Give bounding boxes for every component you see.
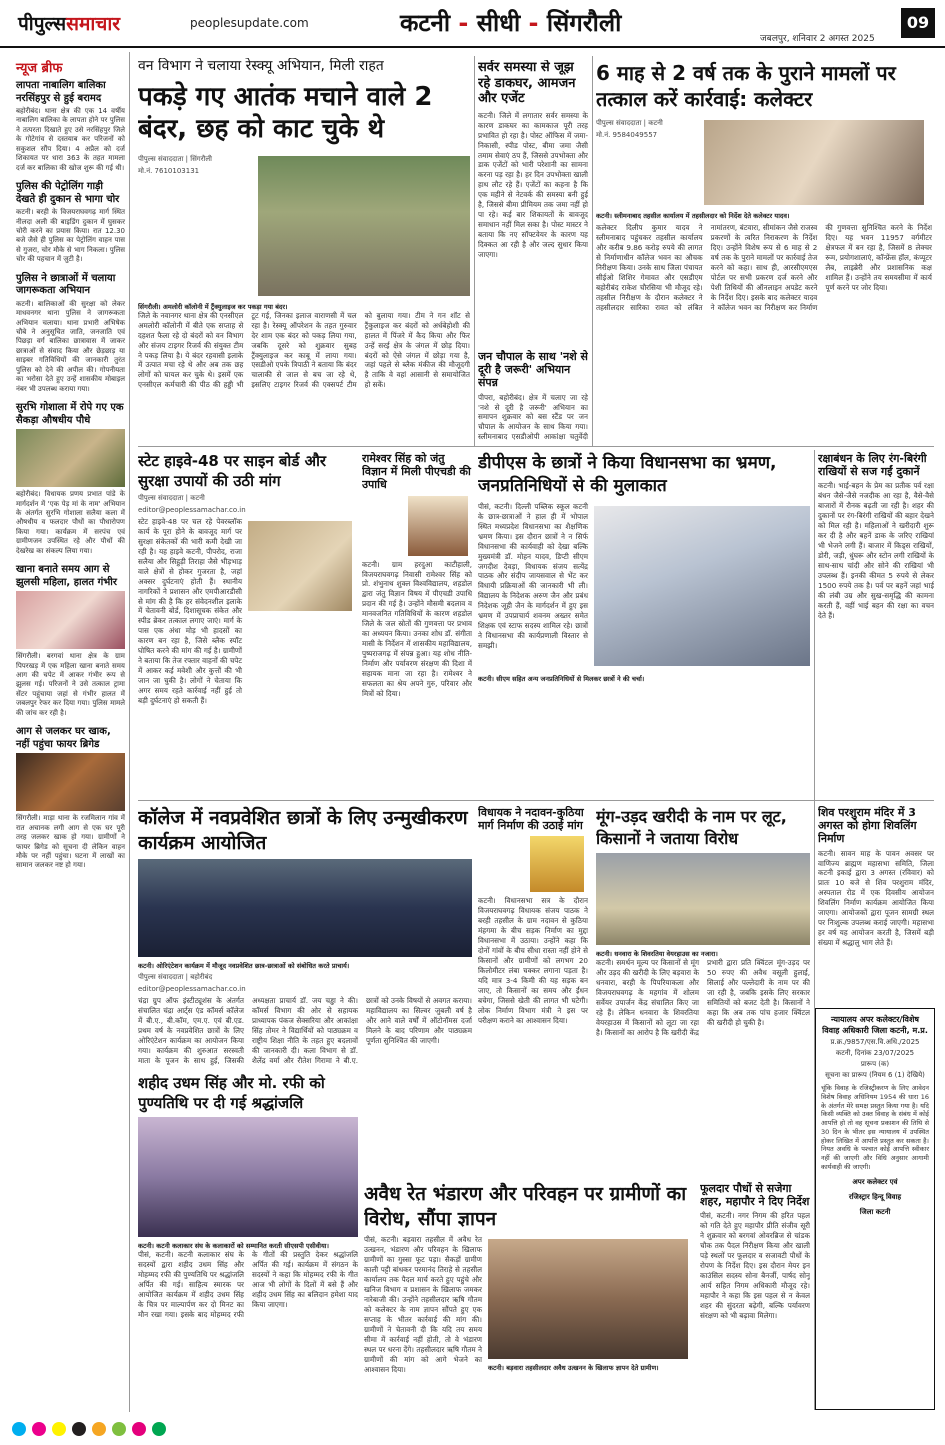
story-text: स्टेट हाइवे-48 पर चल रहे पेवरब्लॉक कार्य के पूरा होने के बावजूद मार्ग पर सुरक्षा संकेतकों की भारी कमी देखी जा रही है। यह हाइवे कटनी, पीपरोद, राजा सलैया और सिहुड़ी तिराहा जैसे भीड़भाड़ वाले क्षेत्रों से होकर गुजरता है, जहां अक्सर दुर्घटनाएं होती हैं। स्थानीय नागरिकों ने प्रशासन और एमपीआरडीसी से मांग की है कि हर संवेदनशील इलाके में चेतावनी बोर्ड, दिशासूचक संकेत और स्पीड ब्रेकर तत्काल लगाए जाएं। मार्ग के पास एक अंधा मोड़ भी हादसों का कारण बन रहा है, जिसे ब्लैक स्पॉट घोषित करने की मांग की गई है। ग्रामीणों ने बताया कि तेज रफ्तार वाहनों की चपेट में आकर कई मवेशी और कुत्तों की भी जान जा चुकी है। लोगों ने चेताया कि अगर समय रहते कार्रवाई नहीं हुई तो बड़ी दुर्घटनाएं हो सकती हैं। [138,517,242,705]
story-caption: कटनी। ओरिएंटेशन कार्यक्रम में मौजूद नवप्रवेशित छात्र-छात्राओं को संबोधित करते प्राचार्य। [138,962,350,971]
story-moong[interactable] [596,806,810,1176]
edition-katni: कटनी [400,9,451,37]
story-orientation[interactable] [138,806,472,1068]
brief-headline: सुरभि गोशाला में रोपे गए एक सैकड़ा औषधीय पौधे [16,402,124,426]
story-headline: डीपीएस के छात्रों ने किया विधानसभा का भ्रमण, जनप्रतिनिधियों से की मुलाकात [478,453,777,496]
newspaper-logo[interactable] [18,10,120,36]
brief-text: बहोरीबंद। थाना क्षेत्र की एक 14 वर्षीय नाबालिग बालिका के लापता होने पर पुलिस ने तत्परता दिखाते हुए उसे नरसिंहपुर जिले के गोटेगांव से दस्तयाब कर परिजनों को सकुशल सौंप दिया। 4 अप्रैल को दर्ज शिकायत पर धारा 363 के तहत मामला दर्ज कर बालिका की खोज शुरू की गई थी। [16,107,125,172]
story-photo [488,1239,688,1359]
story-server[interactable] [478,60,588,342]
brief-text: सिंगरौली। माड़ा थाना के रजमिलान गांव में रात अचानक लगी आग से एक घर पूरी तरह जलकर खाक हो गया। ग्रामीणों ने फायर ब्रिगेड को सूचना दी लेकिन वाहन मौके पर नहीं पहुंचा। घटना में लाखों का सामान जलकर नष्ट हो गया। [16,814,125,870]
story-caption: कटनी। सीएम सहित अन्य जनप्रतिनिधियों से मिलकर छात्रों ने की चर्चा। [478,674,645,683]
notice-title: सूचना का प्रारूप (नियम 6 (1) देखिये) [825,1071,925,1079]
story-headline: कॉलेज में नवप्रवेशित छात्रों के लिए उन्मुखीकरण कार्यक्रम आयोजित [138,807,468,854]
website-url[interactable]: peoplesupdate.com [190,16,309,30]
notice-signature-3: जिला कटनी [859,1207,891,1216]
story-email: editor@peoplessamachar.co.in [138,985,246,994]
column-rule [474,56,475,446]
story-photo [258,156,470,296]
page-number: 09 [901,8,935,38]
story-collector[interactable] [596,60,932,442]
story-text: कटनी। ग्राम हरदुआ काटीहाली, विजयराघवगढ़ निवासी रामेश्वर सिंह को प्रो. शंभुनाथ शुक्ल विश्वविद्यालय, शहडोल द्वारा जंतु विज्ञान विषय में पीएचडी उपाधि प्रदान की गई है। उन्होंने मौसमी बदलाव व मानवजनित गतिविधियों के कारण शहडोल जिले के जल स्रोतों की गुणवत्ता पर प्रभाव का अध्ययन किया। उनका शोध डॉ. संगीता मासी के निर्देशन में शासकीय महाविद्यालय, पुष्पराजगढ़ में संपन्न हुआ। यह शोध नीति-निर्माण और पर्यावरण संरक्षण की दिशा में सहायक माना जा रहा है। रामेश्वर ने सफलता का श्रेय अपने गुरु, परिवार और मित्रों को दिया। [362,559,472,698]
story-headline: 6 माह से 2 वर्ष तक के पुराने मामलों पर तत्काल करें कार्रवाई: कलेक्टर [596,61,896,111]
brief-item[interactable] [16,402,125,556]
story-caption: कटनी। स्लीमनाबाद तहसील कार्यालय में तहसीलदार को निर्देश देते कलेक्टर यादव। [596,212,790,220]
brief-text: सिंगरौली। बरगवां थाना क्षेत्र के ग्राम पिपरखड़ में एक महिला खाना बनाते समय आग की चपेट में आकर गंभीर रूप से झुलस गई। परिजनों ने उसे तत्काल ट्रामा सेंटर पहुंचाया जहां से गंभीर हालत में जबलपुर रेफर कर दिया गया। पुलिस मामले की जांच कर रही है। [16,652,125,717]
story-chaupal[interactable] [478,350,588,442]
story-text: कटनी। भाई-बहन के प्रेम का प्रतीक पर्व रक्षा बंधन जैसे-जैसे नजदीक आ रहा है, वैसे-वैसे बाजारों में रौनक बढ़ती जा रही है। शहर की दुकानों पर रंग-बिरंगी राखियों की बहार देखने को मिल रही है। महिलाओं ने खरीदारी शुरू कर दी है और बहनें डाक के जरिए राखियां भी भेजने लगी हैं। बाजार में किड्स राखियों, डोरी, जड़ी, धुंघरू और स्टोन लगी राखियों के साथ-साथ चांदी और सोने की राखियां भी उपलब्ध हैं। इनकी कीमत 5 रुपये से लेकर 1500 रुपये तक है। पर्व पर बहनें जहां भाई की लंबी उम्र और सुख-समृद्धि की कामना करती हैं, वहीं भाई बहन की रक्षा का वचन देते हैं। [818,481,934,620]
story-photo [594,506,810,666]
brief-headline: पुलिस की पेट्रोलिंग गाड़ी देखते ही दुकान से भागा चोर [16,181,120,205]
story-email: editor@peoplessamachar.co.in [138,506,246,514]
column-rule [592,56,593,446]
brief-photo [16,429,125,487]
edition-separator: - [520,9,547,37]
story-highway[interactable] [138,452,356,794]
color-swatch [12,1422,26,1436]
edition-title [400,6,621,39]
story-text: कलेक्टर दिलीप कुमार यादव ने स्लीमनाबाद पहुंचकर तहसील कार्यालय और करीब 9.86 करोड़ रुपये की लागत से निर्माणाधीन कॉलेज भवन का औचक निरीक्षण किया। उनके साथ जिला पंचायत सीईओ शिशिर गेमावत और एसडीएम बहोरीबंद राकेश चौरसिया भी मौजूद रहे। तहसील निरीक्षण के दौरान कलेक्टर ने तहसीलदार सारिका रावत को लंबित नामांतरण, बंटवारा, सीमांकन जैसे राजस्व प्रकरणों के त्वरित निराकरण के निर्देश दिए। उन्होंने विशेष रूप से 6 माह से 2 वर्ष तक के पुराने मामलों पर कार्रवाई तेज करने को कहा। साथ ही, आरसीएमएस पोर्टल पर सभी प्रकरण दर्ज करने और पेशी तिथियों की ऑनलाइन अपडेट करने के निर्देश दिए। इसके बाद कलेक्टर यादव ने कॉलेज भवन का निरीक्षण कर निर्माण की गुणवत्ता सुनिश्चित करने के निर्देश दिए। यह भवन 11957 वर्गमीटर क्षेत्रफल में बन रहा है, जिसमें 8 लेक्चर रूम, प्रयोगशालाएं, कॉन्फ्रेंस हॉल, कंप्यूटर लैब, लाइब्रेरी और प्रशासनिक कक्ष शामिल हैं। उन्होंने तय समयसीमा में कार्य पूर्ण करने पर जोर दिया। [596,223,932,312]
story-shivling[interactable] [818,806,934,1002]
color-swatch [72,1422,86,1436]
notice-signature-2: रजिस्ट्रार हिन्दू विवाह [848,1192,902,1201]
brief-headline: लापता नाबालिग बालिका नरसिंहपुर से हुई बरामद [16,80,106,104]
story-caption: सिंगरौली। अमलोरी कॉलोनी में ट्रैंक्युलाइज कर पकड़ा गया बंदर। [138,302,288,311]
story-headline: स्टेट हाइवे-48 पर साइन बोर्ड और सुरक्षा उपायों की उठी मांग [138,452,327,490]
story-text: कटनी। सावन माह के पावन अवसर पर वाणिज्य ब्राह्मण महासभा समिति, जिला कटनी इकाई द्वारा 3 अगस्त (रविवार) को प्रातः 10 बजे से शिव परशुराम मंदिर, अस्पताल रोड में एक दिवसीय आयोजन शिवलिंग निर्माण कार्यक्रम आयोजित किया जाएगा। आयोजकों द्वारा पूजन सामग्री स्थल पर निःशुल्क उपलब्ध कराई जाएगी। महासभा हर वर्ष यह आयोजन करती है, जिसमें बड़ी संख्या में श्रद्धालु भाग लेते हैं। [818,848,934,947]
story-text: पीसं, कटनी। बड़वारा तहसील में अवैध रेत उत्खनन, भंडारण और परिवहन के खिलाफ ग्रामीणों का गुस्सा फूट पड़ा। सैकड़ों ग्रामीण काली पट्टी बांधकर परमानंद तिराहे से तहसील कार्यालय तक पैदल मार्च करते हुए पहुंचे और खनिज विभाग व प्रशासन के खिलाफ जमकर नारेबाजी की। उन्होंने तहसीलदार ऋषि गौतम को कलेक्टर के नाम ज्ञापन सौंपते हुए एक सप्ताह के भीतर कार्रवाई की मांग की। ग्रामीणों ने चेतावनी दी कि यदि तय समय सीमा में कार्रवाई नहीं होती, तो वे भंडारण स्थल पर धरना देंगे। तहसीलदार ऋषि गौतम ने ग्रामीणों की मांग को आगे भेजने का आश्वासन दिया। [364,1235,482,1374]
story-text: पीसं, कटनी। दिल्ली पब्लिक स्कूल कटनी के छात्र-छात्राओं ने हाल ही में भोपाल स्थित मध्यप्रदेश विधानसभा का शैक्षणिक भ्रमण किया। इस दौरान छात्रों ने न सिर्फ विधानसभा की कार्यवाही को देखा बल्कि मुख्यमंत्री डॉ. मोहन यादव, डिप्टी सीएम जगदीश देवड़ा, विधायक संजय सत्येंद्र पाठक और संदीप जायसवाल से भेंट कर विधायी प्रक्रियाओं की जानकारी भी ली। विद्यालय के निदेशक अरुण जैन और प्रबंध निदेशक जूही जैन के मार्गदर्शन में हुए इस भ्रमण में उपप्राचार्य शवनम अख्तर समेत शिक्षक एवं स्टाफ सदस्य शामिल रहे। छात्रों ने विधानसभा की कार्यप्रणाली विस्तार से समझी। [478,501,588,650]
edition-sidhi: सीधी [476,9,521,37]
story-text: कटनी। विधानसभा सत्र के दौरान विजयराघवगढ़ विधायक संजय पाठक ने बरही तहसील के ग्राम नदावन से कुठिया मंहगमा के बीच सड़क निर्माण का मुद्दा विधानसभा में उठाया। उन्होंने कहा कि दोनों गांवों के बीच सीधा रास्ता नहीं होने से किसानों और ग्रामीणों को लगभग 20 किलोमीटर लंबा चक्कर लगाना पड़ता है। यदि मात्र 3-4 किमी की यह सड़क बन जाए, तो किसानों का समय और ईंधन बचेगा, जिससे खेती की लागत भी घटेगी। लोक निर्माण विभाग मंत्री ने इस पर परीक्षण कराने का आश्वासन दिया। [478,896,588,1025]
story-caption: कटनी। कटनी कलाकार संघ के कलाकारों को सम्मानित करती सीएसपी एसीवीया। [138,1242,329,1250]
story-mobile: मो.नं. 7610103131 [138,166,200,175]
story-headline: मूंग-उड़द खरीदी के नाम पर लूट, किसानों ने जताया विरोध [596,807,787,848]
portrait-photo [408,496,468,556]
notice-signature-1: अपर कलेक्टर एवं [852,1177,898,1186]
brief-headline: पुलिस ने छात्राओं में चलाया जागरूकता अभियान [16,272,116,297]
notice-form: प्रारूप (क) [860,1060,890,1068]
notice-heading: न्यायालय अपर कलेक्टर/विशेष विवाह अधिकारी जिला कटनी, म.प्र. [822,1015,928,1035]
story-caption: कटनी। धनवारा के शिवरतिया वेयरहाउस का नजारा। [596,950,718,959]
masthead [0,0,945,48]
notice-text: चूंकि विवाह के रजिस्ट्रीकरण के लिए आवेदन विशेष विवाह अधिनियम 1954 की धारा 16 के अंतर्गत मेरे समक्ष प्रस्तुत किया गया है। यदि किसी व्यक्ति को उक्त विवाह के संबंध में कोई आपत्ति हो तो वह सूचना प्रकाशन की तिथि से 30 दिन के भीतर इस न्यायालय में उपस्थित होकर लिखित में आपत्ति प्रस्तुत कर सकता है। नियत अवधि के पश्चात कोई आपत्ति स्वीकार नहीं की जाएगी और विधि अनुसार आगामी कार्यवाही की जाएगी। [821,1084,929,1171]
news-brief-heading: न्यूज ब्रीफ [16,61,63,76]
color-swatch [32,1422,46,1436]
notice-date: कटनी, दिनांक 23/07/2025 [835,1049,915,1057]
news-brief-column [12,52,130,1412]
printer-color-bar [12,1421,932,1437]
story-mayor[interactable] [700,1182,810,1410]
story-kicker: वन विभाग ने चलाया रेस्क्यू अभियान, मिली राहत [138,58,384,74]
brief-headline: आग से जलकर घर खाक, नहीं पहुंचा फायर ब्रिगेड [16,726,111,750]
story-udham[interactable] [138,1074,358,1410]
edition-separator: - [450,9,477,37]
story-headline: सर्वर समस्या से जूझ रहे डाकघर, आमजन और एजेंट [478,60,576,107]
brief-text: बहोरीबंद। विधायक प्रणय प्रभात पांडे के मार्गदर्शन में 'एक पेड़ मां के नाम' अभियान के अंतर्गत सुरभि गोशाला सलैया कला में औषधीय व फलदार पौधों का पौधारोपण किया गया। कार्यक्रम में सरपंच एवं ग्रामीणजन उपस्थित रहे और पौधों की देखरेख का संकल्प लिया गया। [16,490,125,555]
story-text: पीसं, कटनी। कटनी कलाकार संघ के सदस्यों द्वारा शहीद उधम सिंह और मोहम्मद रफी की पुण्यतिथि पर श्रद्धांजलि अर्पित की गई। साहित्य स्मारक पर आयोजित कार्यक्रम में शहीद उधम सिंह के चित्र पर माल्यार्पण कर दो मिनट का मौन रखा गया। इसके बाद मोहम्मद रफी के गीतों की प्रस्तुति देकर श्रद्धांजलि अर्पित की गई। कार्यक्रम में संगठन के सदस्यों ने कहा कि मोहम्मद रफी के गीत आज भी लोगों के दिलों में बसे हैं और शहीद उधम सिंह का बलिदान हमेशा याद किया जाएगा। [138,1250,358,1319]
story-photo [138,859,472,957]
edition-singrauli: सिंगरौली [546,9,622,37]
story-text: कटनी। जिले में लगातार सर्वर समस्या के कारण डाकघर का कामकाज पूरी तरह प्रभावित हो रहा है। पोस्ट ऑफिस में जमा-निकासी, स्पीड पोस्ट, बीमा जमा जैसी तमाम सेवाएं ठप हैं, जिससे उपभोक्ता और डाक एजेंटों को भारी परेशानी का सामना करना पड़ रहा है। हर दिन उपभोक्ता खाली हाथ लौट रहे हैं। एजेंटों का कहना है कि एक महीने से नेटवर्क की समस्या बनी हुई है, जिससे बीमा प्रीमियम तक जमा नहीं हो पा रहे। कई बार शिकायतों के बावजूद समाधान नहीं मिल सका है। पोस्ट मास्टर ने बताया कि नए सॉफ्टवेयर के कारण यह दिक्कत आ रही है और जल्द सुधार किया जाएगा। [478,110,588,259]
story-headline: रामेश्वर सिंह को जंतु विज्ञान में मिली पीएचडी की उपाधि [362,452,471,492]
story-mla[interactable] [478,806,588,1176]
dateline: जबलपुर, शनिवार 2 अगस्त 2025 [760,34,875,44]
brief-photo [16,753,125,811]
color-swatch [132,1422,146,1436]
story-headline: रक्षाबंधन के लिए रंग-बिरंगी राखियों से सज गईं दुकानें [818,452,927,479]
brief-photo [16,591,125,649]
story-photo [138,1117,358,1237]
story-headline: अवैध रेत भंडारण और परिवहन पर ग्रामीणों का विरोध, सौंपा ज्ञापन [364,1183,687,1230]
story-text: चंद्रा ग्रुप ऑफ इंस्टीट्यूशंस के अंतर्गत संचालित चंद्रा आर्ट्स एंड कॉमर्स कॉलेज में बी.ए., बी.कॉम, एम.ए. एवं बी.एड. प्रथम वर्ष के नवप्रवेशित छात्रों के लिए ओरिएंटेशन कार्यक्रम का आयोजन किया गया। कार्यक्रम की शुरुआत सरस्वती माता के पूजन के साथ हुई, जिसकी अध्यक्षता प्राचार्य डॉ. जय चड्ढा ने की। कॉमर्स विभाग की ओर से सहायक प्राध्यापक पंकज सेक्सरिया और आकांक्षा सिंह तोमर ने विद्यार्थियों को पाठ्यक्रम व राष्ट्रीय शिक्षा नीति के तहत हुए बदलावों की जानकारी दी। कला विभाग से डॉ. शैलेंद्र वर्मा और रीतेश गिरामा ने बी.ए. छात्रों को उनके विषयों से अवगत कराया। महाविद्यालय का सिल्वर जुबली वर्ष है और आने वाले वर्षों में ऑटोनॉमस दर्जा मिलने के बाद परिणाम और पाठ्यक्रम पूर्णता सुनिश्चित की जाएगी। [138,996,472,1065]
story-headline: फूलदार पौधों से सजेगा शहर, महापौर ने दिए निर्देश [700,1182,810,1209]
brief-item[interactable] [16,181,125,265]
story-photo [596,853,810,945]
color-swatch [52,1422,66,1436]
brief-item[interactable] [16,564,125,718]
brief-text: कटनी। बालिकाओं की सुरक्षा को लेकर माधवनगर थाना पुलिस ने जागरूकता अभियान चलाया। थाना प्रभारी अभिषेक चौबे ने अनुसूचित जाति, जनजाति एवं पिछड़ा वर्ग बालिका छात्रावास में जाकर छात्राओं से संवाद किया और छेड़छाड़ या साइबर गतिविधियों की जानकारी तुरंत पुलिस को देने की अपील की। गोपनीयता का भरोसा देते हुए उन्हें शासकीय मोबाइल नंबर भी उपलब्ध कराया गया। [16,299,125,393]
story-byline: पीपुल्स संवाददाता | बहोरीबंद [138,973,213,982]
story-photo [704,120,924,205]
portrait-photo [530,836,584,892]
brief-text: कटनी। बरही के विजयराघवगढ़ मार्ग स्थित नीलदा अली की बाइडिंग दुकान में घुसकर चोरी करने का प्रयास किया। रात 12.30 बजे जैसे ही पुलिस का पेट्रोलिंग वाहन पास से गुजरा, चोर मौके से भाग निकला। पुलिस चोर की पहचान में जुटी है। [16,208,125,264]
story-monkeys[interactable] [138,58,470,442]
color-swatch [112,1422,126,1436]
story-text: पीसं, कटनी। नगर निगम की हरित पहल को गति देते हुए महापौर प्रीति संजीव सूरी ने शुक्रवार को बरगवां ओवरब्रिज से चांडक चौक तक पैदल निरीक्षण किया और खाली पड़े स्थलों पर फूलदार व सजावटी पौधों के रोपण के निर्देश दिए। इस दौरान मेयर इन काउंसिल सदस्य सोना बैनर्जी, पार्षद सोनू आर्य सहित निगम अधिकारी मौजूद रहे। महापौर ने कहा कि इस पहल से न केवल शहर की सुंदरता बढ़ेगी, बल्कि पर्यावरण संरक्षण को भी बढ़ावा मिलेगा। [700,1211,810,1320]
story-sand[interactable] [364,1182,694,1410]
story-mobile: मो.नं. 9584049557 [596,131,658,139]
story-headline: पकड़े गए आतंक मचाने वाले 2 बंदर, छह को काट चुके थे [138,81,433,145]
color-swatch [152,1422,166,1436]
legal-notice[interactable] [815,1008,935,1410]
brief-headline: खाना बनाते समय आग से झुलसी महिला, हालत गंभीर [16,564,117,588]
story-headline: जन चौपाल के साथ 'नशे से दूरी है जरूरी' अभियान संपन्न [478,350,588,390]
section-divider [138,446,934,447]
story-byline: पीपुल्स संवाददाता | सिंगरौली [138,154,212,163]
story-rakhi[interactable] [818,452,934,794]
brief-item[interactable] [16,726,125,871]
brief-item[interactable] [16,80,125,173]
notice-case-no: प्र.क्र./9857/एस.वि.अधि./2025 [830,1038,920,1046]
story-caption: कटनी। बड़वारा तहसीलदार अवैध उत्खनन के खिलाफ ज्ञापन देते ग्रामीण। [488,1364,659,1373]
color-swatch [92,1422,106,1436]
story-headline: विधायक ने नदावन-कुठिया मार्ग निर्माण की उठाई मांग [478,806,584,833]
story-headline: शहीद उधम सिंह और मो. रफी को पुण्यतिथि पर दी गई श्रद्धांजलि [138,1074,325,1112]
story-text: कटनी। समर्थन मूल्य पर किसानों से मूंग और उड़द की खरीदी के लिए बड़वारा के धनवारा, बरही के पिपरियाकला और विजयराघवगढ़ के महगांव में शोलम सर्वेयर उपार्जन केंद्र संचालित किए जा रहे हैं। लेकिन धनवारा के शिवरतिया वेयरहाउस में किसानों को लूटा जा रहा है। किसानों का आरोप है कि खरीदी केंद्र प्रभारी द्वारा प्रति क्विंटल मूंग-उड़द पर 50 रुपए की अवैध वसूली हुलाई, सिलाई और पल्लेदारी के नाम पर की जा रही है, जबकि इसके लिए सरकार समितियों को बजट देती है। किसानों ने कहा कि अब तक पांच हजार क्विंटल की खरीदी हो चुकी है। [596,958,810,1037]
story-headline: शिव परशुराम मंदिर में 3 अगस्त को होगा शिवलिंग निर्माण [818,806,917,846]
story-dps[interactable] [478,452,812,794]
story-photo [248,521,352,611]
logo-red: समाचार [66,13,121,35]
story-byline: पीपुल्स संवाददाता | कटनी [596,119,663,127]
story-text: पीपरा, बहोरीबंद। क्षेत्र में चलाए जा रहे 'नशे से दूरी है जरूरी' अभियान का समापन शुक्रवार को बस स्टैंड पर जन चौपाल के आयोजन के साथ किया गया। स्लीमनाबाद एसडीओपी आकांक्षा चतुर्वेदी [478,392,588,442]
brief-item[interactable] [16,273,125,394]
story-phd[interactable] [362,452,472,794]
column-rule [814,450,815,1410]
logo-main: पीपुल्स [18,13,67,35]
story-text: जिले के नवानगर थाना क्षेत्र की एनसीएल अमलोरी कॉलोनी में बीते एक सप्ताह से दहशत फैला रहे दो बंदरों को वन विभाग और संजय टाइगर रिजर्व की संयुक्त टीम ने पकड़ लिया है। ये बंदर रहवासी इलाके में उत्पात मचा रहे थे और अब तक छह लोगों को घायल कर चुके थे। इसमें एक एनसीएल कर्मचारी की पीठ की हड्डी भी टूट गई, जिनका इलाज वाराणसी में चल रहा है। रेस्क्यू ऑपरेशन के तहत गुरुवार देर शाम एक बंदर को पकड़ लिया गया, जबकि दूसरे को शुक्रवार सुबह ट्रैंक्युलाइज कर काबू में लाया गया। एसडीओ एपके त्रिपाठी ने बताया कि बंदर चालाकी से जाल से बच जा रहे थे, इसलिए टाइगर रिजर्व की एक्सपर्ट टीम को बुलाया गया। टीम ने गन शॉट से ट्रैंकुलाइज कर बंदरों को अर्धबेहोशी की हालत में पिंजरे में कैद किया और फिर उन्हें सरई क्षेत्र के जंगल में छोड़ दिया। बंदरों को ऐसे जंगल में छोड़ा गया है, जहां पहले से ब्लैक मंकीज की मौजूदगी है ताकि वे वहां आसानी से समायोजित हो सकें। [138,310,470,390]
story-byline: पीपुल्स संवाददाता | कटनी [138,494,205,502]
